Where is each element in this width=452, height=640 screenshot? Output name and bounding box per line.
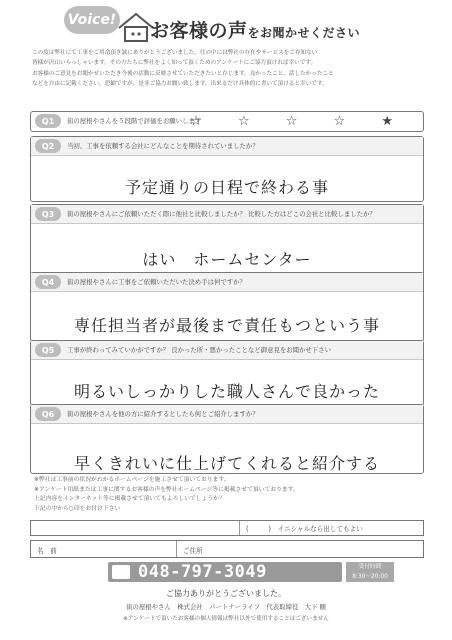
question-box-q2 <box>30 136 424 202</box>
question-box-q3 <box>30 204 424 276</box>
question-header <box>31 205 423 224</box>
notes-text: ※弊社は工事前の状況がわかるホームページを施工させて頂いております。 ※アンケート用紙または工事に関するお客様の声を弊社ホームページ等に掲載させて頂いております。 上記内容をインターネット等に掲載させて頂いてもよろしいでしょうか？ 下記の中から○印をお付け下さい <box>34 477 299 512</box>
question-box-q5 <box>30 340 424 406</box>
page-title <box>150 16 360 43</box>
question-header <box>31 341 423 360</box>
question-text: 街の屋根やさんを他の方に紹介するとしたら何とご紹介しますか？ <box>67 410 259 418</box>
question-number: Q2 <box>35 139 61 153</box>
address-field[interactable] <box>177 541 423 557</box>
thanks-text: ご協力ありがとうございました。 <box>166 589 286 598</box>
question-number: Q5 <box>35 343 61 357</box>
name-address-row <box>30 540 424 558</box>
phone-banner[interactable] <box>108 562 342 582</box>
question-header <box>31 273 423 292</box>
question-text: 当初、工事を依頼する会社にどんなことを期待されていましたか？ <box>67 142 259 150</box>
handwritten-answer: 明るいしっかりした職人さんで良かった <box>73 382 380 401</box>
handwritten-answer: 予定通りの日程で終わる事 <box>124 178 329 197</box>
question-box-q6 <box>30 404 424 474</box>
initial-option[interactable]: ( ) イニシャルなら出してもよい <box>246 525 363 533</box>
title-main: お客様の声 <box>150 20 248 42</box>
handwritten-answer: はい ホームセンター <box>142 250 312 269</box>
name-label: 名 前 <box>37 547 57 555</box>
title-suffix: をお聞かせください <box>247 26 361 40</box>
phone-icon <box>112 565 130 579</box>
initial-label: イニシャルなら出してもよい <box>277 525 363 533</box>
question-text: 街の屋根やさんにご依頼いただく際に他社と比較しましたか？ 比較した方はどこの会社と比較しましたか？ <box>67 210 376 218</box>
question-text: 工事が終わってみていかがですか？ 良かった所・悪かったことなど御意見をお聞かせ下さい <box>67 346 331 354</box>
privacy-footnote: ※アンケートで頂いたお客様の個人情報は弊社以外で使用することはございません <box>123 616 329 622</box>
question-box-q4 <box>30 272 424 342</box>
question-number: Q4 <box>35 275 61 289</box>
handwritten-answer: 早くきれいに仕上げてくれると紹介する <box>73 454 380 473</box>
question-box-q1 <box>30 111 424 132</box>
question-header <box>31 405 423 424</box>
question-number: Q1 <box>35 114 61 128</box>
intro-text: この度は弊社にて工事をご用命頂き誠にありがとうございました。住の中には弊社の存在やサービスをご存知ない 皆様が沢山いらっしゃいます。その方たちに弊社をよく知って頂くためのアンケートにご協力頂ければ幸いです。 お客様のご意見をお聞かせいただき今後の活動に反映させていただきたいと存じます。良かったこと、話したかったこと などを自由に記載ください。恐縮ですが、是非ご協力お願い致します。出来るだけ具体的に書いて頂けると幸いです。 <box>32 50 334 88</box>
consent-blank-cell[interactable] <box>31 521 240 535</box>
star-rating[interactable]: ☆ ☆ ☆ ☆ ★ <box>190 114 409 129</box>
phone-number: 048-797-3049 <box>138 562 267 582</box>
address-label: ご住所 <box>183 547 203 555</box>
voice-badge: Voice! <box>64 6 120 34</box>
business-hours: 受付時間 8:30〜20:00 <box>346 562 394 582</box>
question-header <box>31 137 423 156</box>
question-text: 街の屋根やさんを５段階で評価をお願いします <box>67 117 202 125</box>
handwritten-answer: 専任担当者が最後まで責任もつという事 <box>73 316 380 335</box>
question-number: Q3 <box>35 207 61 221</box>
consent-row <box>30 520 424 536</box>
company-info: 街の屋根やさん 株式会社 パートナーライフ 代表取締役 大下 剛 <box>126 603 326 611</box>
question-number: Q6 <box>35 407 61 421</box>
question-text: 街の屋根やさんに工事をご依頼いただいた決め手は何ですか？ <box>67 278 246 286</box>
name-field[interactable] <box>31 541 177 557</box>
